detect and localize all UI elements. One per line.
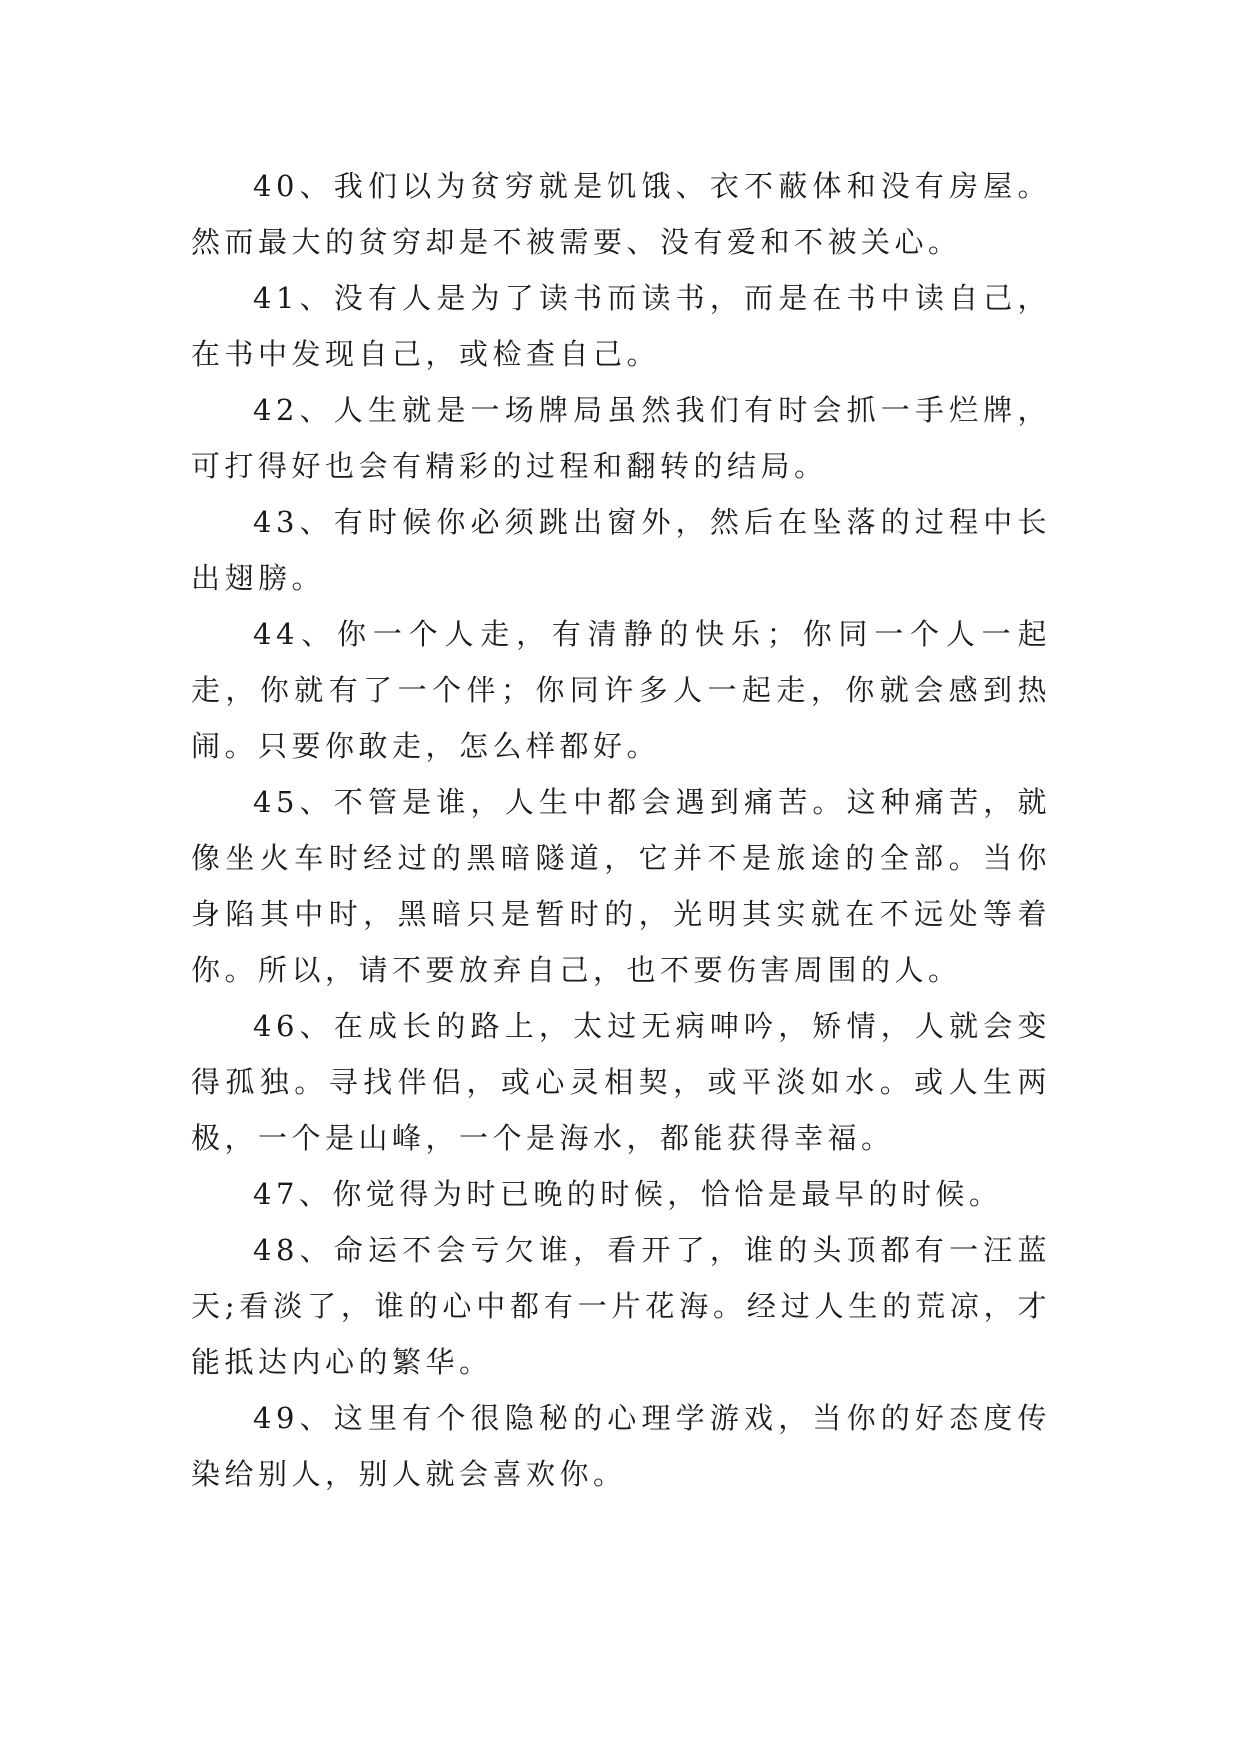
paragraph-48: 48、命运不会亏欠谁，看开了，谁的头顶都有一汪蓝天;看淡了，谁的心中都有一片花海。经过人生的荒凉，才能抵达内心的繁华。 <box>191 1233 1051 1379</box>
paragraph-44: 44、你一个人走，有清静的快乐；你同一个人一起走，你就有了一个伴；你同许多人一起走，你就会感到热闹。只要你敢走，怎么样都好。 <box>191 617 1051 763</box>
paragraph-45: 45、不管是谁，人生中都会遇到痛苦。这种痛苦，就像坐火车时经过的黑暗隧道，它并不是旅途的全部。当你身陷其中时，黑暗只是暂时的，光明其实就在不远处等着你。所以，请不要放弃自己，也不要伤害周围的人。 <box>191 785 1051 987</box>
paragraph-42: 42、人生就是一场牌局虽然我们有时会抓一手烂牌，可打得好也会有精彩的过程和翻转的结局。 <box>191 393 1051 483</box>
paragraph-47: 47、你觉得为时已晚的时候，恰恰是最早的时候。 <box>253 1177 1003 1211</box>
paragraph-41: 41、没有人是为了读书而读书，而是在书中读自己，在书中发现自己，或检查自己。 <box>191 281 1051 371</box>
paragraph-46: 46、在成长的路上，太过无病呻吟，矫情，人就会变得孤独。寻找伴侣，或心灵相契，或平淡如水。或人生两极，一个是山峰，一个是海水，都能获得幸福。 <box>191 1009 1051 1155</box>
paragraph-40: 40、我们以为贫穷就是饥饿、衣不蔽体和没有房屋。然而最大的贫穷却是不被需要、没有爱和不被关心。 <box>191 169 1051 259</box>
paragraph-43: 43、有时候你必须跳出窗外，然后在坠落的过程中长出翅膀。 <box>191 505 1051 595</box>
document-body <box>191 158 1051 1502</box>
paragraph-49: 49、这里有个很隐秘的心理学游戏，当你的好态度传染给别人，别人就会喜欢你。 <box>191 1401 1051 1491</box>
